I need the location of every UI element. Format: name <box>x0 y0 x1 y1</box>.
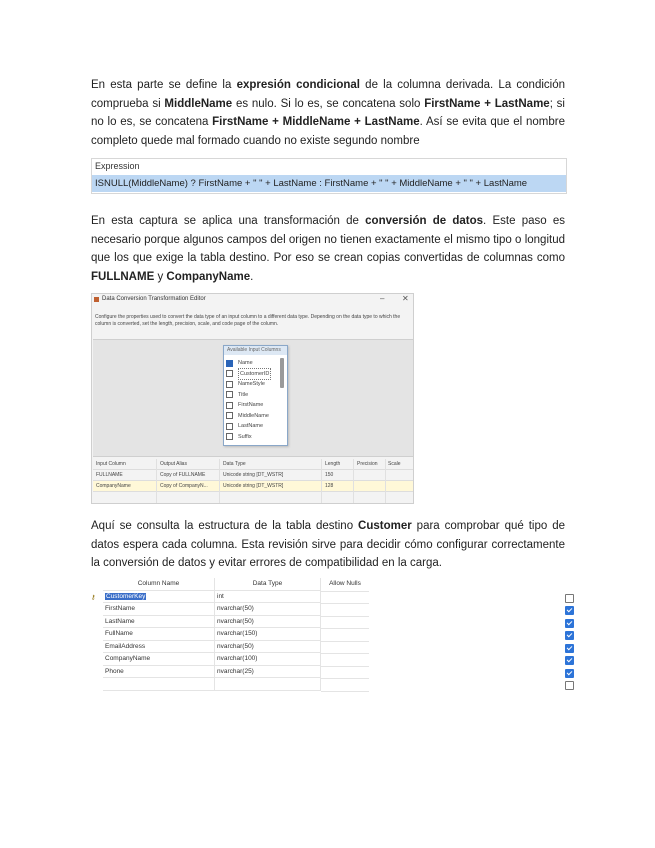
scrollbar[interactable] <box>280 358 284 388</box>
checkbox-icon[interactable] <box>226 360 233 367</box>
column-item[interactable]: LastName <box>226 421 278 432</box>
grid-divider <box>219 459 220 503</box>
primary-key-icon: ⚷ <box>91 595 96 601</box>
allow-nulls-checkbox[interactable] <box>565 619 574 628</box>
grid-divider <box>156 459 157 503</box>
paragraph-table-structure: Aquí se consulta la estructura de la tabla destino Customer para comprobar qué tipo de datos espera cada columna. Esta revisión sirve para decidir cómo configurar correctamente la conversión de datos y evitar errores de compatibilidad en la carga. <box>91 520 565 569</box>
checkbox-icon[interactable] <box>226 381 233 388</box>
data-type-cell[interactable]: nvarchar(150) <box>215 628 321 641</box>
data-type-cell[interactable]: nvarchar(100) <box>215 653 321 666</box>
paragraph-derived-column: En esta parte se define la expresión condicional de la columna derivada. La condición comprueba si MiddleName es nulo. Si lo es, se concatena solo FirstName + LastName; si no lo es, se concatena FirstName + MiddleName + LastName. Así se evita que el nombre completo quede mal formado cuando no existe segundo nombre <box>91 79 565 147</box>
table-row[interactable] <box>91 603 369 616</box>
data-type-cell[interactable]: nvarchar(50) <box>215 603 321 616</box>
allow-nulls-checkbox[interactable] <box>565 606 574 615</box>
close-button[interactable]: ✕ <box>402 294 409 303</box>
column-name-cell[interactable]: Phone <box>103 666 215 679</box>
checkbox-icon[interactable] <box>226 402 233 409</box>
data-type-cell[interactable]: int <box>215 591 321 604</box>
checkbox-icon[interactable] <box>226 391 233 398</box>
expression-box <box>91 158 567 194</box>
grid-row-selected[interactable]: CompanyName Copy of CompanyN... Unicode string [DT_WSTR] 128 <box>93 481 413 492</box>
allow-nulls-checkbox[interactable] <box>565 631 574 640</box>
data-type-cell[interactable]: nvarchar(25) <box>215 666 321 679</box>
minimize-button[interactable]: – <box>380 294 385 303</box>
data-type-cell[interactable] <box>215 678 321 691</box>
conversion-grid <box>93 459 413 492</box>
expression-label: Expression <box>95 161 140 171</box>
grid-header-row: Input Column Output Alias Data Type Length Precision Scale <box>93 459 413 470</box>
table-row[interactable] <box>91 591 369 604</box>
column-name-cell[interactable] <box>103 678 215 691</box>
grid-divider <box>321 459 322 503</box>
data-type-cell[interactable]: nvarchar(50) <box>215 616 321 629</box>
data-type-header: Data Type <box>215 578 321 591</box>
column-item[interactable]: Title <box>226 390 278 401</box>
table-row-empty[interactable] <box>91 678 369 691</box>
column-name-cell[interactable]: CompanyName <box>103 653 215 666</box>
grid-row[interactable]: FULLNAME Copy of FULLNAME Unicode string [DT_WSTR] 150 <box>93 470 413 481</box>
column-name-cell[interactable]: CustomerKey <box>106 592 146 600</box>
column-name-cell[interactable]: LastName <box>103 616 215 629</box>
data-conversion-editor-window <box>91 293 414 504</box>
column-name-cell[interactable]: EmailAddress <box>103 641 215 654</box>
table-row[interactable] <box>91 653 369 666</box>
table-header-row <box>91 578 369 591</box>
column-item[interactable]: CustomerID <box>226 369 278 380</box>
table-row[interactable] <box>91 641 369 654</box>
column-list <box>226 358 278 442</box>
grid-divider <box>353 459 354 503</box>
checkbox-icon[interactable] <box>226 370 233 377</box>
column-item[interactable]: FirstName <box>226 400 278 411</box>
grid-divider <box>385 459 386 503</box>
table-row[interactable] <box>91 616 369 629</box>
allow-nulls-checkbox[interactable] <box>565 669 574 678</box>
column-name-header: Column Name <box>103 578 215 591</box>
allow-nulls-checkbox[interactable] <box>565 644 574 653</box>
paragraph-data-conversion: En esta captura se aplica una transformación de conversión de datos. Este paso es necesario porque algunos campos del origen no tienen exactamente el mismo tipo o longitud que los que exige la tabla destino. Por eso se crean copias convertidas de columnas como FULLNAME y CompanyName. <box>91 215 565 283</box>
allow-nulls-checkbox[interactable] <box>565 681 574 690</box>
window-title: Data Conversion Transformation Editor <box>102 296 206 302</box>
column-item[interactable]: NameStyle <box>226 379 278 390</box>
column-item[interactable]: MiddleName <box>226 411 278 422</box>
app-icon <box>94 297 99 302</box>
checkbox-icon[interactable] <box>226 412 233 419</box>
checkbox-icon[interactable] <box>226 433 233 440</box>
table-row[interactable] <box>91 628 369 641</box>
data-type-cell[interactable]: nvarchar(50) <box>215 641 321 654</box>
allow-nulls-checkbox[interactable] <box>565 656 574 665</box>
editor-description: Configure the properties used to convert the data type of an input column to a different data type. Depending on the data type to which the column is converted, set the length, precision, scale, and code page of the column. <box>95 314 401 327</box>
expression-field[interactable]: ISNULL(MiddleName) ? FirstName + " " + LastName : FirstName + " " + MiddleName + " " + LastName <box>92 175 566 192</box>
allow-nulls-checkbox[interactable] <box>565 594 574 603</box>
table-row[interactable] <box>91 666 369 679</box>
column-item[interactable]: Suffix <box>226 432 278 443</box>
allow-nulls-header: Allow Nulls <box>321 578 369 592</box>
column-name-cell[interactable]: FirstName <box>103 603 215 616</box>
input-columns-area <box>93 339 413 457</box>
panel-title: Available Input Columns <box>224 346 287 355</box>
available-columns-panel <box>223 345 288 446</box>
customer-table-design <box>91 578 369 690</box>
column-name-cell[interactable]: FullName <box>103 628 215 641</box>
checkbox-icon[interactable] <box>226 423 233 430</box>
column-item[interactable]: Name <box>226 358 278 369</box>
